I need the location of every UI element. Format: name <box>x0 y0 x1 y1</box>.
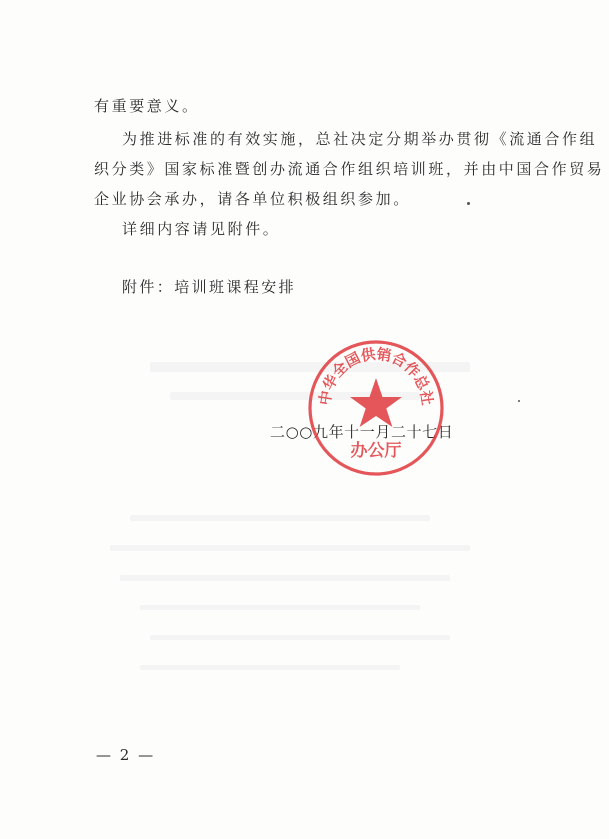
issue-date: 二○○九年十一月二十七日 <box>270 423 454 441</box>
seal-star-icon <box>350 378 402 427</box>
bleed-through-mark <box>130 515 430 521</box>
body-line: 织分类》国家标准暨创办流通合作组织培训班，并由中国合作贸易 <box>94 160 605 178</box>
bleed-through-mark <box>120 575 450 581</box>
body-line: 企业协会承办，请各单位积极组织参加。 <box>94 190 411 208</box>
attachment-label: 附件：培训班课程安排 <box>122 278 297 296</box>
official-seal <box>306 338 446 478</box>
bleed-through-mark <box>150 635 450 640</box>
bleed-through-mark <box>140 665 400 670</box>
body-line: 详细内容请见附件。 <box>122 220 281 238</box>
bleed-through-mark <box>110 545 470 551</box>
scan-speck <box>518 400 520 402</box>
scan-speck <box>467 202 470 205</box>
page-number: — 2 — <box>96 746 156 764</box>
body-line: 有重要意义。 <box>94 97 200 115</box>
body-line: 为推进标准的有效实施，总社决定分期举办贯彻《流通合作组 <box>122 130 598 148</box>
seal-bottom-text: 办公厅 <box>350 441 402 461</box>
seal-arc-text: 中华全国供销合作总社 <box>316 345 436 407</box>
bleed-through-mark <box>140 605 420 610</box>
